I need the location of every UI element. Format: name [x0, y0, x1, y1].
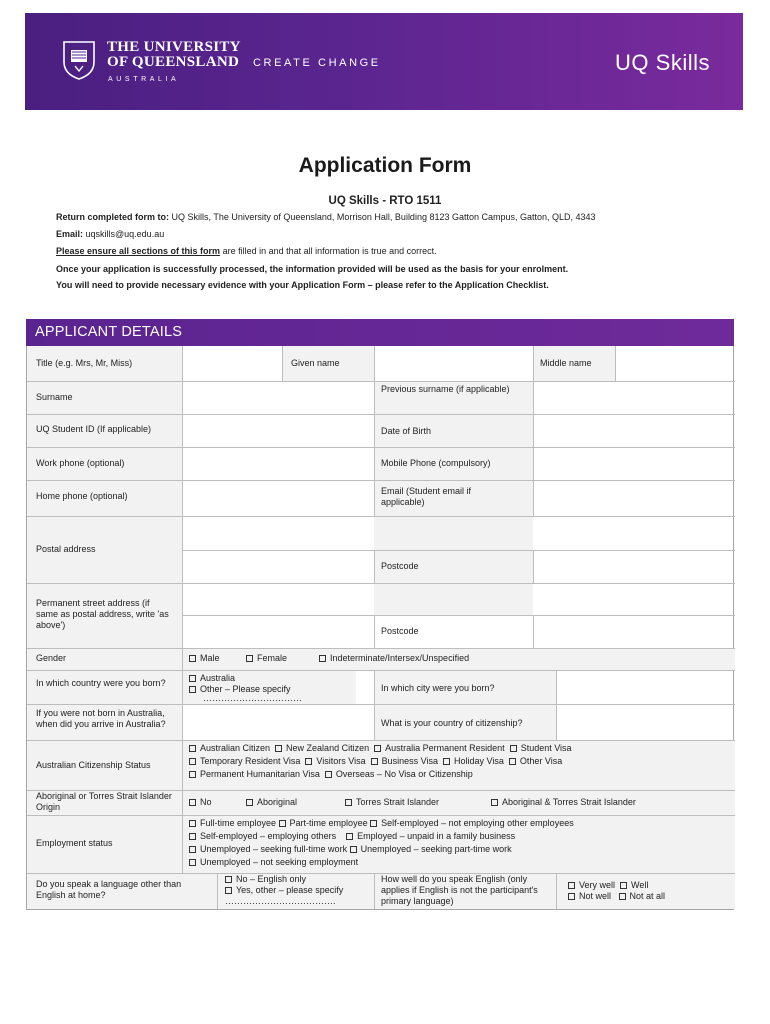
option-employed-unpaid[interactable]: Employed – unpaid in a family business — [346, 831, 515, 841]
ensure-line: Please ensure all sections of this form are filled in and that all information is true and correct. — [56, 246, 437, 256]
email-line: Email: uqskills@uq.edu.au — [56, 229, 165, 239]
tagline: CREATE CHANGE — [253, 57, 381, 69]
title-input[interactable] — [183, 346, 282, 381]
aboriginal-label: Aboriginal or Torres Strait Islander Origin — [36, 791, 172, 812]
checkbox-icon — [189, 745, 196, 752]
postal-address-label: Postal address — [36, 544, 96, 554]
checkbox-icon — [189, 846, 196, 853]
english-question-label: How well do you speak English (only applies if English is not the participant's primary language) — [381, 874, 538, 906]
checkbox-icon — [189, 655, 196, 662]
work-phone-label: Work phone (optional) — [36, 458, 125, 468]
country-other-dots: …………………………… — [203, 693, 302, 703]
postal-address-input[interactable] — [183, 517, 735, 550]
work-phone-input[interactable] — [183, 448, 374, 480]
permanent-address-input[interactable] — [183, 584, 735, 615]
option-overseas-no-visa[interactable]: Overseas – No Visa or Citizenship — [325, 769, 473, 779]
middle-name-input[interactable] — [616, 346, 735, 381]
language-option-no[interactable]: No – English only — [225, 874, 306, 885]
middle-name-label: Middle name — [540, 358, 592, 368]
arrival-input[interactable] — [183, 705, 374, 740]
aboriginal-option-torres[interactable]: Torres Strait Islander — [345, 797, 439, 808]
aboriginal-option-both[interactable]: Aboriginal & Torres Strait Islander — [491, 797, 636, 808]
checkbox-icon — [443, 758, 450, 765]
checkbox-icon — [374, 745, 381, 752]
citizenship-row-2 — [189, 756, 562, 767]
checkbox-icon — [568, 882, 575, 889]
arrival-label: If you were not born in Australia, when did you arrive in Australia? — [36, 708, 166, 729]
citizenship-country-label: What is your country of citizenship? — [381, 718, 523, 728]
processed-line: Once your application is successfully processed, the information provided will be used as the basis for your enrolment. — [56, 264, 569, 274]
checkbox-icon — [325, 771, 332, 778]
postcode-input[interactable] — [534, 551, 735, 583]
option-full-time[interactable]: Full-time employee — [189, 818, 276, 828]
english-option-not-well[interactable]: Not well — [568, 891, 611, 901]
applicant-details-form — [26, 346, 734, 910]
university-country: AUSTRALIA — [108, 76, 180, 83]
checkbox-icon — [619, 893, 626, 900]
country-born-label: In which country were you born? — [36, 678, 166, 688]
dob-label: Date of Birth — [381, 426, 432, 436]
option-unemployed-full-time[interactable]: Unemployed – seeking full-time work — [189, 844, 347, 854]
english-option-well[interactable]: Well — [620, 880, 648, 890]
checkbox-icon — [370, 820, 377, 827]
home-phone-input[interactable] — [183, 481, 374, 516]
checkbox-icon — [246, 655, 253, 662]
checkbox-icon — [246, 799, 253, 806]
option-australian-citizen[interactable]: Australian Citizen — [189, 743, 270, 753]
english-option-very-well[interactable]: Very well — [568, 880, 615, 890]
country-option-other[interactable]: Other – Please specify — [189, 684, 291, 695]
header-banner — [25, 13, 743, 110]
option-humanitarian-visa[interactable]: Permanent Humanitarian Visa — [189, 769, 320, 779]
option-nz-citizen[interactable]: New Zealand Citizen — [275, 743, 369, 753]
permanent-address-input-2[interactable] — [183, 616, 374, 648]
checkbox-icon — [225, 887, 232, 894]
university-crest-icon — [62, 40, 96, 80]
citizenship-row-1 — [189, 743, 572, 754]
checkbox-icon — [189, 859, 196, 866]
checkbox-icon — [345, 799, 352, 806]
option-permanent-resident[interactable]: Australia Permanent Resident — [374, 743, 505, 753]
option-self-employed-employing[interactable]: Self-employed – employing others — [189, 831, 336, 841]
dob-input[interactable] — [534, 415, 735, 447]
permanent-address-label: Permanent street address (if same as postal address, write 'as above') — [36, 598, 169, 630]
option-part-time[interactable]: Part-time employee — [279, 818, 368, 828]
postcode-label-2: Postcode — [381, 626, 419, 636]
checkbox-icon — [371, 758, 378, 765]
option-student-visa[interactable]: Student Visa — [510, 743, 572, 753]
citizenship-row-3 — [189, 769, 473, 780]
checkbox-icon — [275, 745, 282, 752]
brand-logo: UQ Skills — [615, 50, 710, 75]
checkbox-icon — [568, 893, 575, 900]
student-id-input[interactable] — [183, 415, 374, 447]
student-id-label: UQ Student ID (If applicable) — [36, 424, 152, 434]
checkbox-icon — [350, 846, 357, 853]
employment-row-2 — [189, 831, 515, 842]
language-option-yes[interactable]: Yes, other – please specify — [225, 885, 343, 896]
checkbox-icon — [620, 882, 627, 889]
option-business-visa[interactable]: Business Visa — [371, 756, 438, 766]
postcode-input-2[interactable] — [534, 616, 735, 648]
city-born-label: In which city were you born? — [381, 683, 495, 693]
checkbox-icon — [346, 833, 353, 840]
checkbox-icon — [189, 686, 196, 693]
citizenship-country-input[interactable] — [557, 705, 735, 740]
aboriginal-option-aboriginal[interactable]: Aboriginal — [246, 797, 297, 808]
title-label: Title (e.g. Mrs, Mr, Miss) — [36, 358, 133, 368]
employment-row-3 — [189, 844, 512, 855]
previous-surname-label: Previous surname (if applicable) — [381, 384, 510, 394]
citizenship-status-label: Australian Citizenship Status — [36, 760, 151, 770]
employment-row-1 — [189, 818, 574, 829]
checkbox-icon — [189, 771, 196, 778]
gender-option-female[interactable]: Female — [246, 653, 287, 664]
option-other-visa[interactable]: Other Visa — [509, 756, 562, 766]
mobile-phone-input[interactable] — [534, 448, 735, 480]
checkbox-icon — [225, 876, 232, 883]
page-title: Application Form — [298, 154, 472, 177]
english-option-not-at-all[interactable]: Not at all — [619, 891, 666, 901]
option-unemployed-not-seeking[interactable]: Unemployed – not seeking employment — [189, 857, 358, 867]
option-self-employed-not-employing[interactable]: Self-employed – not employing other employees — [370, 818, 574, 828]
university-name: THE UNIVERSITY OF QUEENSLAND — [107, 39, 241, 70]
previous-surname-input[interactable] — [534, 382, 735, 414]
checkbox-icon — [509, 758, 516, 765]
option-temporary-resident-visa[interactable]: Temporary Resident Visa — [189, 756, 300, 766]
language-label: Do you speak a language other than English at home? — [36, 879, 182, 900]
city-born-input[interactable] — [557, 671, 735, 704]
checkbox-icon — [491, 799, 498, 806]
gender-option-male[interactable]: Male — [189, 653, 220, 664]
checkbox-icon — [189, 820, 196, 827]
checkbox-icon — [189, 799, 196, 806]
home-phone-label: Home phone (optional) — [36, 491, 128, 501]
employment-row-4 — [189, 857, 358, 868]
checkbox-icon — [510, 745, 517, 752]
checkbox-icon — [305, 758, 312, 765]
evidence-line: You will need to provide necessary evidence with your Application Form – please refer to the Application Checklist. — [56, 280, 549, 290]
country-option-australia[interactable]: Australia — [189, 673, 235, 684]
given-name-label: Given name — [291, 358, 340, 368]
english-row-1 — [568, 880, 648, 891]
email-label: Email (Student email if applicable) — [381, 486, 472, 507]
checkbox-icon — [189, 833, 196, 840]
checkbox-icon — [189, 675, 196, 682]
aboriginal-option-no[interactable]: No — [189, 797, 212, 808]
gender-option-indeterminate[interactable]: Indeterminate/Intersex/Unspecified — [319, 653, 469, 664]
surname-input[interactable] — [183, 382, 374, 414]
given-name-input[interactable] — [375, 346, 533, 381]
english-row-2 — [568, 891, 665, 902]
option-unemployed-part-time[interactable]: Unemployed – seeking part-time work — [350, 844, 512, 854]
checkbox-icon — [189, 758, 196, 765]
language-other-dots: ………………………………. — [225, 896, 336, 906]
page-subtitle: UQ Skills - RTO 1511 — [328, 195, 442, 207]
mobile-phone-label: Mobile Phone (compulsory) — [381, 458, 491, 468]
return-address-line: Return completed form to: UQ Skills, The University of Queensland, Morrison Hall, Building 8123 Gatton Campus, Gatton, QLD, 4343 — [56, 212, 596, 222]
surname-label: Surname — [36, 392, 73, 402]
employment-label: Employment status — [36, 838, 113, 848]
checkbox-icon — [279, 820, 286, 827]
email-input[interactable] — [534, 481, 735, 516]
option-holiday-visa[interactable]: Holiday Visa — [443, 756, 504, 766]
postal-address-input-2[interactable] — [183, 551, 374, 583]
postcode-label: Postcode — [381, 561, 419, 571]
checkbox-icon — [319, 655, 326, 662]
section-applicant-details: APPLICANT DETAILS — [26, 319, 734, 346]
gender-label: Gender — [36, 653, 67, 663]
option-visitors-visa[interactable]: Visitors Visa — [305, 756, 365, 766]
